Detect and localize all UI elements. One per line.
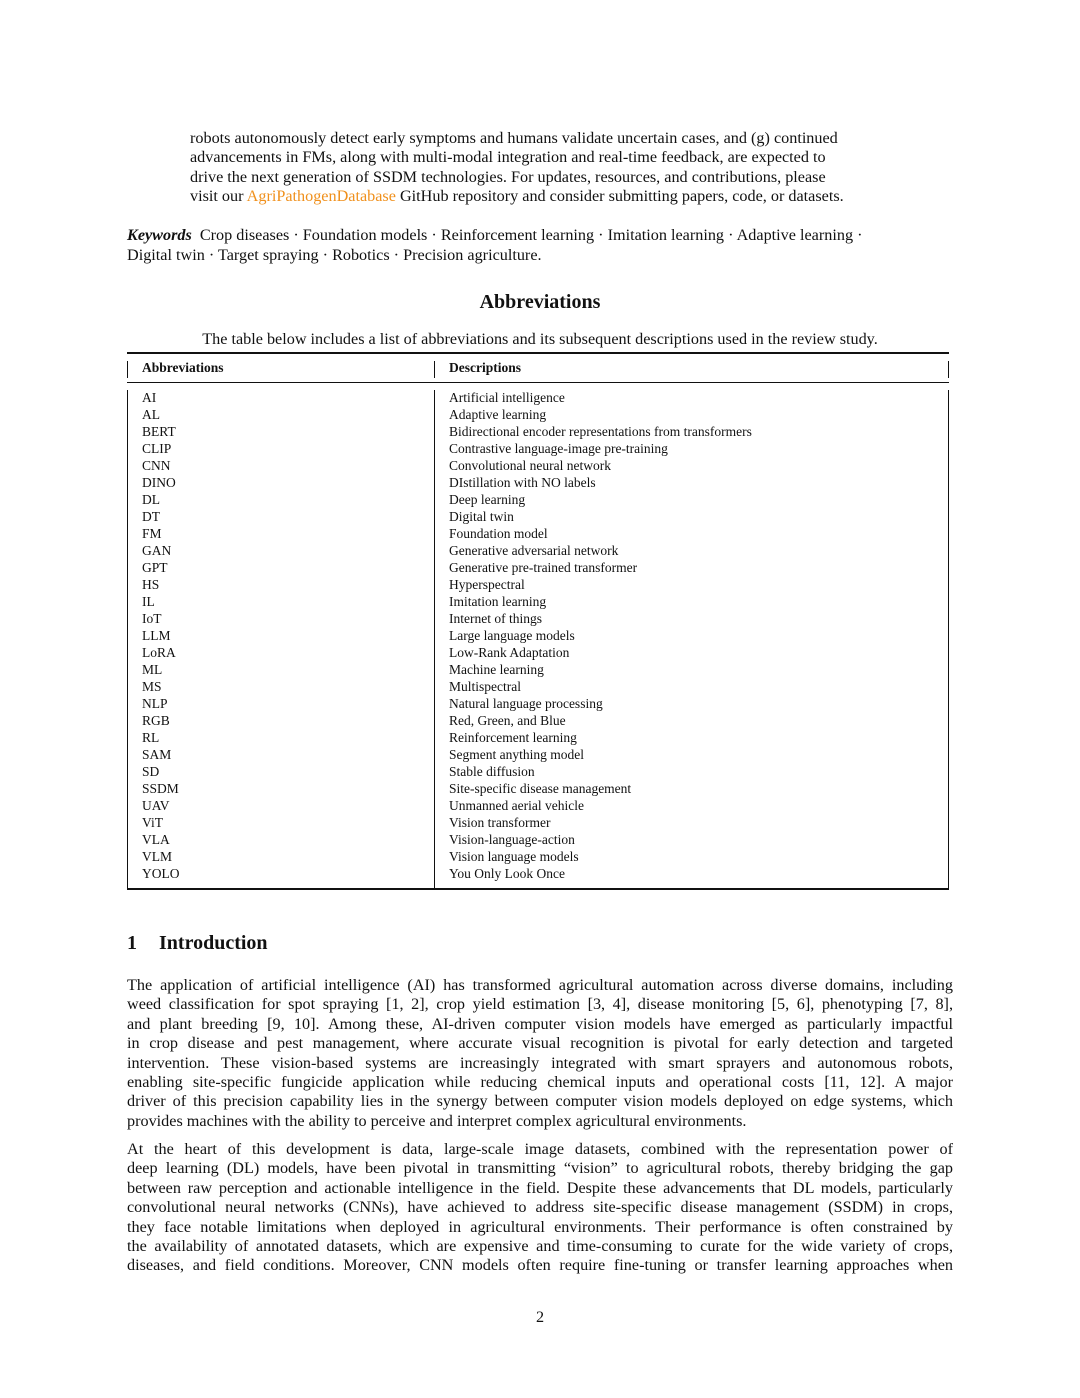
description-cell: Vision-language-action [449,832,575,847]
table-row [127,491,949,508]
paragraph-line: the availability of annotated datasets, which are expensive and time-consuming to curate for the wide variety of crops, [127,1237,953,1256]
table-row [127,525,949,542]
paragraph-line: they face notable limitations when deployed in agricultural environments. Their performance is often constrained by [127,1217,953,1236]
section-number: 1 [127,932,137,954]
abbreviation-cell: HS [142,577,160,592]
table-row [127,423,949,440]
abbreviation-cell: MS [142,679,162,694]
table-row [127,576,949,593]
abbreviation-cell: DL [142,492,160,507]
description-cell: Foundation model [449,526,548,541]
description-cell: Large language models [449,628,575,643]
table-row [127,661,949,678]
abbreviation-cell: GAN [142,543,172,558]
table-row [127,729,949,746]
abbreviation-cell: IL [142,594,155,609]
table-row [127,712,949,729]
abbreviation-cell: VLA [142,832,170,847]
table-row [127,695,949,712]
description-cell: Multispectral [449,679,521,694]
abbreviations-table [127,352,949,890]
table-header-column-divider [434,361,435,378]
keywords-block [127,226,953,266]
table-bottom-rule [127,888,949,890]
table-row [127,780,949,797]
table-row [127,559,949,576]
table-row [127,627,949,644]
description-cell: Hyperspectral [449,577,525,592]
paragraph-line: enabling site-specific fungicide application while reducing chemical inputs and operational costs [11, 12]. A major [127,1073,953,1092]
description-cell: Stable diffusion [449,764,535,779]
abstract-line: advancements in FMs, along with multi-modal integration and real-time feedback, are expected to [190,148,826,167]
table-row [127,474,949,491]
description-cell: Natural language processing [449,696,603,711]
description-cell: Imitation learning [449,594,547,609]
section-title: Introduction [159,932,268,954]
table-row [127,406,949,423]
table-row [127,457,949,474]
abstract-last-line [190,187,892,206]
table-top-rule [127,352,949,354]
table-row [127,746,949,763]
description-cell: Red, Green, and Blue [449,713,566,728]
description-cell: Deep learning [449,492,526,507]
table-row [127,678,949,695]
table-row [127,610,949,627]
abbreviation-cell: ML [142,662,163,677]
description-cell: Internet of things [449,611,542,626]
paragraph-line: between raw perception and actionable intelligence in the field. Despite these advancements that DL models, particularly [127,1178,953,1197]
abbreviation-cell: VLM [142,849,172,864]
paragraph-line: convolutional neural networks (CNNs), have achieved to address site-specific disease management (SSDM) in crops, [127,1198,953,1217]
paragraph-line: The application of artificial intelligence (AI) has transformed agricultural automation across diverse domains, including [127,976,953,994]
description-cell: Segment anything model [449,747,584,762]
table-row [127,848,949,865]
abstract-continuation [190,129,892,207]
paragraph-line: diseases, and field conditions. Moreover, CNN models often require fine-tuning or transfer learning approaches when [127,1256,953,1275]
abstract-last-prefix: visit our [190,187,247,206]
abbreviation-cell: RGB [142,713,170,728]
paragraph-line: in crop disease and pest management, where accurate visual recognition is pivotal for early detection and targeted [127,1034,953,1053]
table-row [127,508,949,525]
section-heading [127,932,268,955]
abbreviation-cell: YOLO [142,866,180,881]
table-row [127,797,949,814]
abbreviation-cell: SD [142,764,160,779]
abbreviation-cell: IoT [142,611,162,626]
description-cell: Vision transformer [449,815,551,830]
table-row [127,763,949,780]
abbreviation-cell: FM [142,526,162,541]
abbreviations-title: Abbreviations [479,291,601,313]
abstract-line: drive the next generation of SSDM technologies. For updates, resources, and contributions, please [190,167,826,186]
abbreviation-cell: DINO [142,475,176,490]
abbreviation-cell: BERT [142,424,176,439]
description-cell: You Only Look Once [449,866,566,881]
abbreviation-cell: SSDM [142,781,179,796]
intro-paragraph-2 [127,1140,953,1276]
abbreviation-cell: LLM [142,628,171,643]
description-cell: Digital twin [449,509,514,524]
table-body [127,389,949,882]
abbreviations-intro: The table below includes a list of abbreviations and its subsequent descriptions used in the review study. [202,330,878,348]
paragraph-line: intervention. These vision-based systems are increasingly integrated with smart sprayers and autonomous robots, [127,1053,953,1072]
keywords-list-line1: Crop diseases · Foundation models · Reinforcement learning · Imitation learning · Adaptive learning · [199,226,863,244]
abbreviation-cell: ViT [142,815,163,830]
abbreviation-cell: NLP [142,696,168,711]
description-cell: Convolutional neural network [449,458,611,473]
table-row [127,831,949,848]
intro-paragraph-1 [127,976,953,1131]
table-header-right-border [948,361,949,378]
description-cell: DIstillation with NO labels [449,475,596,490]
page-number: 2 [535,1308,545,1326]
description-cell: Reinforcement learning [449,730,577,745]
description-cell: Generative adversarial network [449,543,619,558]
description-cell: Machine learning [449,662,544,677]
abbreviation-cell: CLIP [142,441,172,456]
table-header-descriptions: Descriptions [449,360,521,375]
description-cell: Adaptive learning [449,407,547,422]
paragraph-line: provides machines with the ability to perceive and interpret complex agricultural environments. [127,1111,747,1130]
description-cell: Low-Rank Adaptation [449,645,570,660]
table-header-rule [127,382,949,383]
table-row [127,644,949,661]
github-repo-link[interactable]: AgriPathogenDatabase [246,187,396,206]
description-cell: Generative pre-trained transformer [449,560,638,575]
abbreviation-cell: AI [142,390,157,405]
keywords-list-line2: Digital twin · Target spraying · Robotics · Precision agriculture. [127,245,542,264]
abbreviation-cell: DT [142,509,160,524]
table-row [127,593,949,610]
description-cell: Bidirectional encoder representations from transformers [449,424,752,439]
table-row [127,389,949,406]
paragraph-line: deep learning (DL) models, have been pivotal in transmitting “vision” to agricultural robots, thereby bridging the gap [127,1159,953,1178]
keywords-label [127,226,192,244]
table-header-left-border [127,361,128,378]
paragraph-line: At the heart of this development is data, large-scale image datasets, combined with the representation power of [127,1140,953,1158]
paragraph-line: weed classification for spot spraying [1, 2], crop yield estimation [3, 4], disease monitoring [5, 6], phenotyping [7, 8], [127,995,953,1014]
description-cell: Contrastive language-image pre-training [449,441,668,456]
abbreviation-cell: RL [142,730,160,745]
keywords-label-initial: K [127,226,138,244]
abbreviation-cell: SAM [142,747,172,762]
abbreviation-cell: AL [142,407,160,422]
abstract-last-suffix: GitHub repository and consider submitting papers, code, or datasets. [395,187,844,206]
description-cell: Artificial intelligence [449,390,565,405]
abbreviation-cell: GPT [142,560,168,575]
description-cell: Site-specific disease management [449,781,632,796]
table-row [127,814,949,831]
abbreviation-cell: UAV [142,798,170,813]
table-row [127,440,949,457]
keywords-label-rest: eywords [137,226,192,244]
abbreviation-cell: CNN [142,458,171,473]
description-cell: Vision language models [449,849,579,864]
abbreviation-cell: LoRA [142,645,176,660]
table-row [127,542,949,559]
description-cell: Unmanned aerial vehicle [449,798,584,813]
paragraph-line: and plant breeding [9, 10]. Among these, AI-driven computer vision models have emerged as particularly impactful [127,1014,953,1033]
table-header-abbreviations: Abbreviations [142,360,224,375]
table-row [127,865,949,882]
paragraph-line: driver of this precision capability lies in the synergy between computer vision models deployed on edge systems, which [127,1092,953,1111]
abstract-line: robots autonomously detect early symptoms and humans validate uncertain cases, and (g) continued [190,129,838,147]
